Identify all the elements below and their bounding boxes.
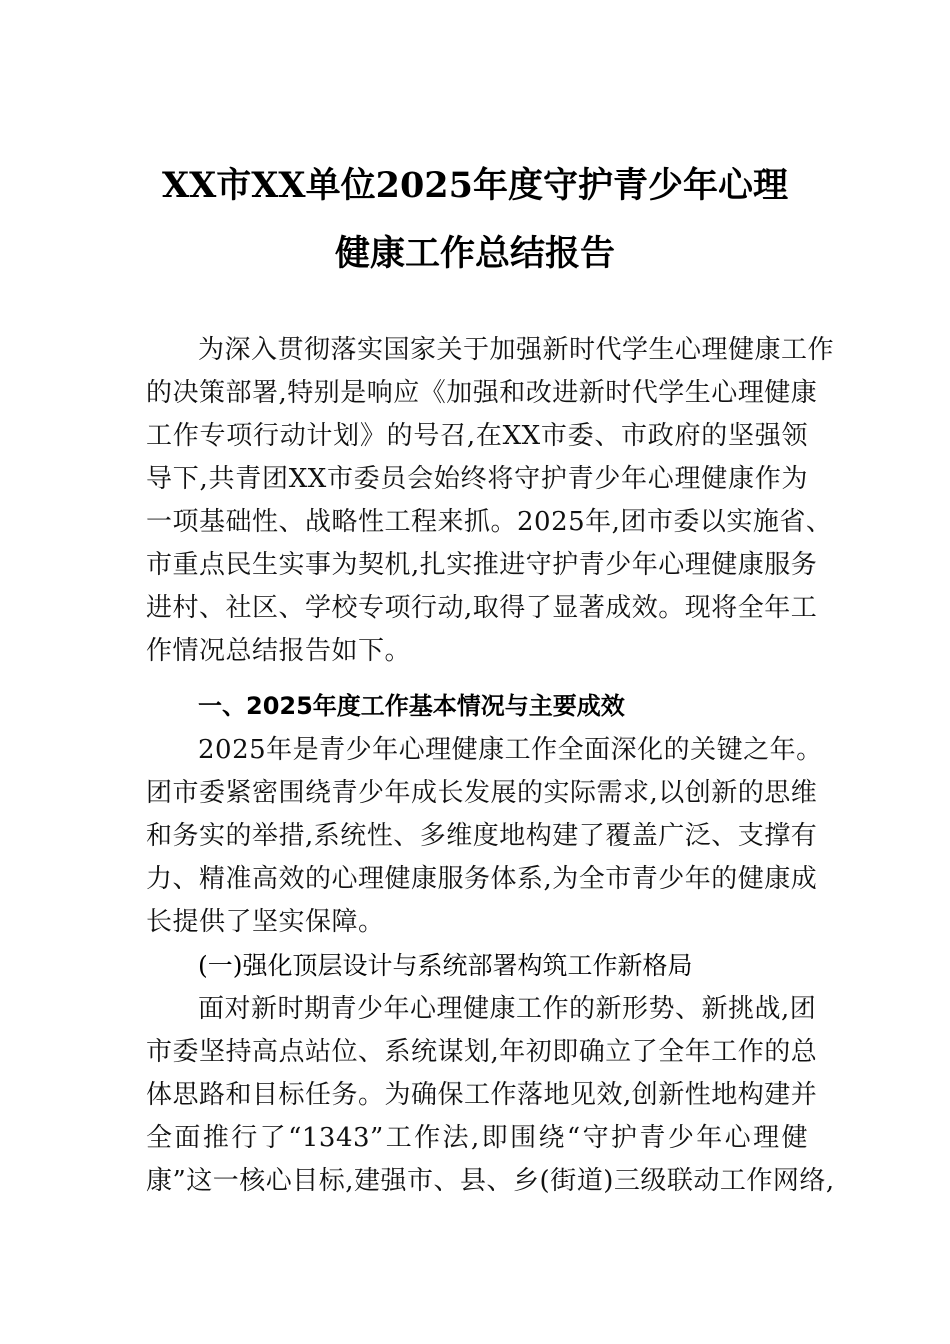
paragraph-line: 一项基础性、战略性工程来抓。2025年,团市委以实施省、: [146, 507, 833, 537]
paragraph-line: 全面推行了“1343”工作法,即围绕“守护青少年心理健: [146, 1123, 808, 1153]
document-title-line-2: 健康工作总结报告: [334, 233, 615, 274]
paragraph-line: 团市委紧密围绕青少年成长发展的实际需求,以创新的思维: [146, 778, 818, 808]
paragraph-line: 和务实的举措,系统性、多维度地构建了覆盖广泛、支撑有: [146, 821, 818, 851]
paragraph-line: 面对新时期青少年心理健康工作的新形势、新挑战,团: [198, 994, 817, 1024]
paragraph-line: 2025年是青少年心理健康工作全面深化的关键之年。: [198, 735, 823, 765]
paragraph-line: 为深入贯彻落实国家关于加强新时代学生心理健康工作: [198, 335, 835, 365]
paragraph-line: 工作专项行动计划》的号召,在XX市委、市政府的坚强领: [146, 421, 808, 451]
paragraph-line: 作情况总结报告如下。: [146, 636, 412, 666]
subsection-heading-1: (一)强化顶层设计与系统部署构筑工作新格局: [198, 951, 693, 980]
paragraph-line: 长提供了坚实保障。: [146, 907, 385, 937]
paragraph-line: 体思路和目标任务。为确保工作落地见效,创新性地构建并: [146, 1080, 818, 1110]
section-heading-1: 一、2025年度工作基本情况与主要成效: [198, 692, 625, 720]
paragraph-line: 导下,共青团XX市委员会始终将守护青少年心理健康作为: [146, 464, 808, 494]
paragraph-line: 康”这一核心目标,建强市、县、乡(街道)三级联动工作网络,: [146, 1166, 835, 1196]
paragraph-line: 市重点民生实事为契机,扎实推进守护青少年心理健康服务: [146, 550, 818, 580]
paragraph-line: 进村、社区、学校专项行动,取得了显著成效。现将全年工: [146, 593, 818, 623]
paragraph-line: 的决策部署,特别是响应《加强和改进新时代学生心理健康: [146, 378, 818, 408]
paragraph-line: 力、精准高效的心理健康服务体系,为全市青少年的健康成: [146, 864, 818, 894]
paragraph-line: 市委坚持高点站位、系统谋划,年初即确立了全年工作的总: [146, 1037, 818, 1067]
document-title-line-1: XX市XX单位2025年度守护青少年心理: [161, 165, 789, 206]
